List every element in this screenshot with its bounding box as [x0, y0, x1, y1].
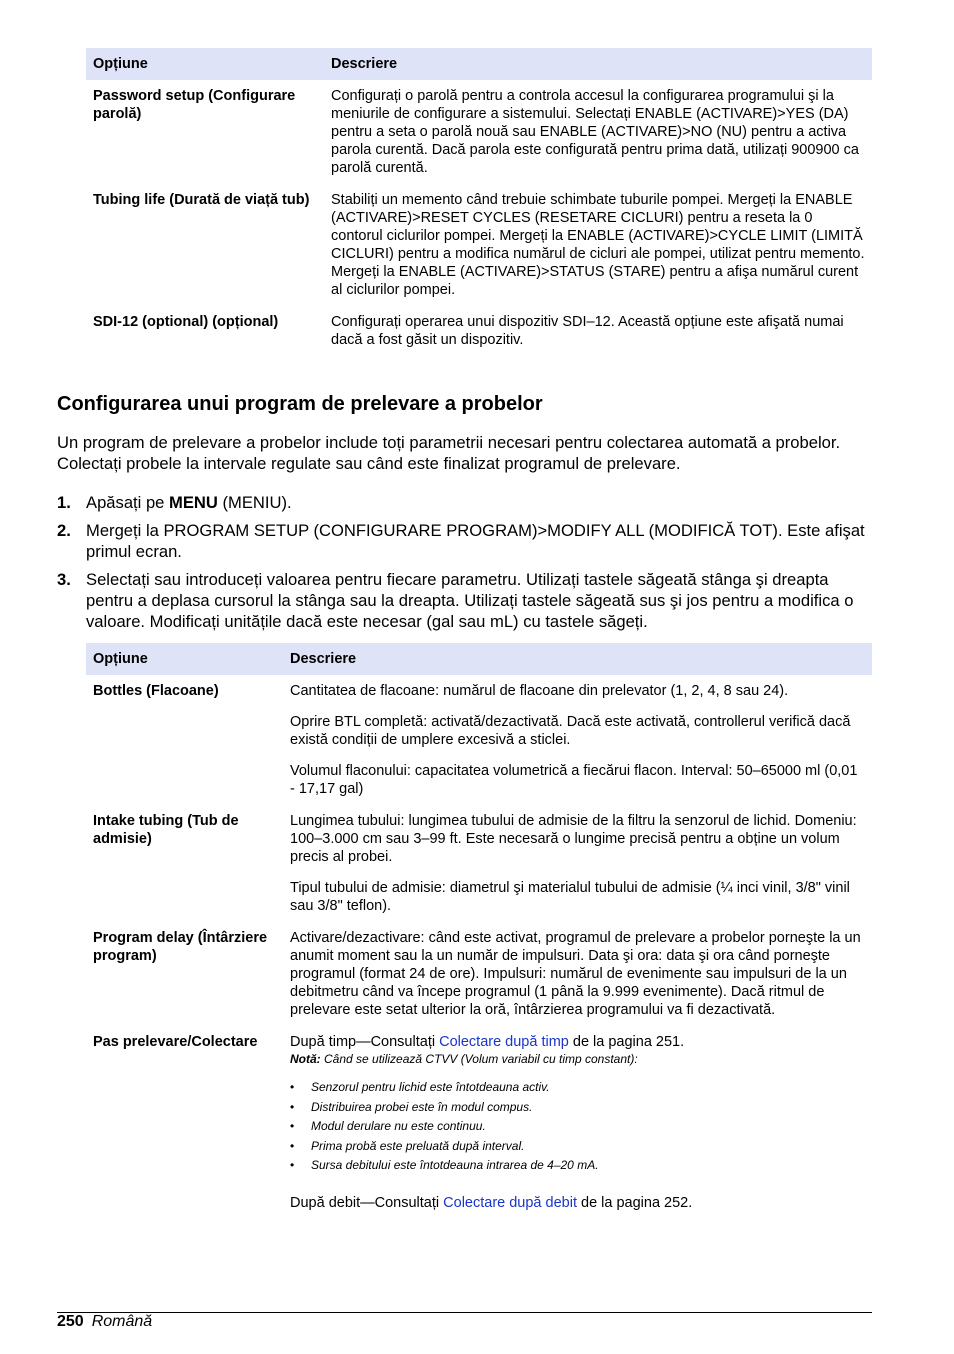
- option-name: Bottles (Flacoane): [93, 683, 219, 699]
- description-paragraph: Activare/dezactivare: când este activat, programul de prelevare a probelor porneşte la un anumit moment sau la un număr de impulsuri. Data şi ora: data şi ora când porneşte programul (format 24 de ore). Impulsuri: numărul de evenimente sau impulsuri de la un debitmetru când va începe programul (1 până la 9.999 evenimente). Dacă ritmul de prelevare este setat ulterior la oră, întârzierea programului va fi dezactivată.: [290, 930, 861, 1018]
- description-paragraph: Cantitatea de flacoane: numărul de flacoane din prelevator (1, 2, 4, 8 sau 24).: [290, 683, 789, 699]
- intro-paragraph: Un program de prelevare a probelor include toți parametrii necesari pentru colectarea automată a probelor. Colectați probele la intervale regulate sau când este finalizat programul de prelevare.: [57, 433, 841, 473]
- ctvv-bullet-list: [290, 1080, 865, 1172]
- step-number: 2.: [57, 521, 71, 540]
- bullet-text: Modul derulare nu este continuu.: [311, 1119, 486, 1133]
- table-header-row: [86, 48, 872, 80]
- option-name: SDI-12 (optional) (opțional): [93, 314, 279, 330]
- page-footer: [57, 1312, 152, 1332]
- table-row: [86, 306, 872, 356]
- option-description: [283, 675, 872, 805]
- table-row: [86, 922, 872, 1026]
- option-name: Intake tubing (Tub de admisie): [93, 813, 239, 847]
- flow-reference-pre: După debit—Consultați: [290, 1195, 444, 1211]
- bullet-text: Distribuirea probei este în modul compus.: [311, 1099, 533, 1114]
- table-row: [86, 80, 872, 184]
- option-description: Configurați operarea unui dispozitiv SDI–12. Această opțiune este afişată numai dacă a fost găsit un dispozitiv.: [331, 314, 844, 348]
- step-text-post: (MENIU).: [217, 493, 292, 512]
- list-item: [290, 1139, 865, 1153]
- option-name: Password setup (Configurare parolă): [93, 88, 296, 122]
- options-table-system: [86, 48, 872, 356]
- option-name: Pas prelevare/Colectare: [93, 1034, 258, 1050]
- note-text: Când se utilizează CTVV (Volum variabil cu timp constant):: [320, 1052, 638, 1066]
- description-paragraph: Lungimea tubului: lungimea tubului de admisie de la filtru la senzorul de lichid. Domeniu: 100–3.000 cm sau 3–99 ft. Este necesară o lungime precisă pentru a obține un volum precis al probei.: [290, 813, 857, 865]
- step-item: [57, 520, 872, 562]
- table-row: [86, 805, 872, 922]
- description-paragraph: Oprire BTL completă: activată/dezactivată. Dacă este activată, controllerul verifică dacă există condiții de umplere excesivă a sticlei.: [290, 714, 851, 748]
- footer-divider: [57, 1312, 872, 1313]
- flow-reference-post: de la pagina 252.: [576, 1195, 693, 1211]
- bullet-text: Sursa debitului este întotdeauna intrarea de 4–20 mA.: [311, 1158, 599, 1172]
- option-description: [283, 1026, 872, 1219]
- option-name: Program delay (Întârziere program): [93, 930, 268, 964]
- list-item: [290, 1080, 865, 1094]
- options-table-program: [86, 643, 872, 1219]
- option-description: Configurați o parolă pentru a controla accesul la configurarea programului şi la meniurile de configurare a sistemului. Selectați ENABLE (ACTIVARE)>YES (DA) pentru a seta o parolă nouă sau ENABLE (ACTIVARE)>NO (NU) pentru a activa parola curentă. Dacă parola este configurată pentru prima dată, utilizați 900900 ca parolă curentă.: [331, 88, 859, 176]
- bullet-text: Prima probă este preluată după interval.: [311, 1138, 525, 1153]
- bullet-icon: •: [290, 1158, 295, 1172]
- list-item: [290, 1119, 865, 1133]
- bullet-icon: •: [290, 1099, 295, 1114]
- note-label: Notă:: [290, 1052, 321, 1066]
- step-text: Mergeți la PROGRAM SETUP (CONFIGURARE PROGRAM)>MODIFY ALL (MODIFICĂ TOT). Este afişat primul ecran.: [86, 521, 865, 561]
- note: [290, 1052, 865, 1066]
- bullet-icon: •: [290, 1138, 295, 1153]
- flow-collection-link[interactable]: Colectare după debit: [443, 1195, 577, 1211]
- step-item: [57, 492, 872, 513]
- table-row: [86, 1026, 872, 1219]
- section-heading: Configurarea unui program de prelevare a probelor: [57, 393, 543, 415]
- flow-reference: [290, 1194, 865, 1212]
- footer-language: Română: [91, 1313, 153, 1330]
- time-reference-pre: După timp—Consultați: [290, 1034, 440, 1050]
- list-item: [290, 1158, 865, 1172]
- option-description: [283, 922, 872, 1026]
- step-text-pre: Apăsați pe: [86, 493, 170, 512]
- table-row: [86, 675, 872, 805]
- step-number: 3.: [57, 570, 71, 589]
- table-header-row: [86, 643, 872, 675]
- bullet-icon: •: [290, 1119, 295, 1133]
- bullet-text: Senzorul pentru lichid este întotdeauna activ.: [311, 1080, 550, 1094]
- time-reference-post: de la pagina 251.: [568, 1034, 685, 1050]
- table-row: [86, 184, 872, 306]
- menu-key-label: MENU: [169, 493, 218, 512]
- column-header-description: Descriere: [283, 643, 872, 675]
- step-number: 1.: [57, 493, 71, 512]
- step-item: [57, 569, 872, 632]
- bullet-icon: •: [290, 1080, 295, 1094]
- option-description: [283, 805, 872, 922]
- page-number: 250: [57, 1313, 84, 1330]
- option-description: Stabiliți un memento când trebuie schimbate tuburile pompei. Mergeți la ENABLE (ACTIVARE)>RESET CYCLES (RESETARE CICLURI) pentru a reseta la 0 contorul ciclurilor pompei. Mergeți la ENABLE (ACTIVARE)>CYCLE LIMIT (LIMITĂ CICLURI) pentru a modifica numărul de cicluri ale pompei, utilizat pentru memento. Mergeți la ENABLE (ACTIVARE)>STATUS (STARE) pentru a afişa numărul curent al ciclurilor pompei.: [331, 192, 865, 298]
- time-reference: [290, 1033, 865, 1051]
- list-item: [290, 1100, 865, 1114]
- description-paragraph: Tipul tubului de admisie: diametrul şi materialul tubului de admisie (¼ inci vinil, 3/8" vinil sau 3/8" teflon).: [290, 880, 850, 914]
- column-header-option: Opțiune: [86, 48, 324, 80]
- option-name: Tubing life (Durată de viață tub): [93, 192, 310, 208]
- step-text: Selectați sau introduceți valoarea pentru fiecare parametru. Utilizați tastele săgeată stânga şi dreapta pentru a deplasa cursorul la stânga sau la dreapta. Utilizați tastele săgeată sus şi jos pentru a modifica o valoare. Modificați unitățile dacă este necesar (gal sau mL) cu tastele săgeți.: [86, 570, 854, 631]
- description-paragraph: Volumul flaconului: capacitatea volumetrică a fiecărui flacon. Interval: 50–65000 ml (0,01 - 17,17 gal): [290, 763, 858, 797]
- time-collection-link[interactable]: Colectare după timp: [439, 1034, 569, 1050]
- steps-list: [57, 492, 872, 639]
- column-header-option: Opțiune: [86, 643, 283, 675]
- column-header-description: Descriere: [324, 48, 872, 80]
